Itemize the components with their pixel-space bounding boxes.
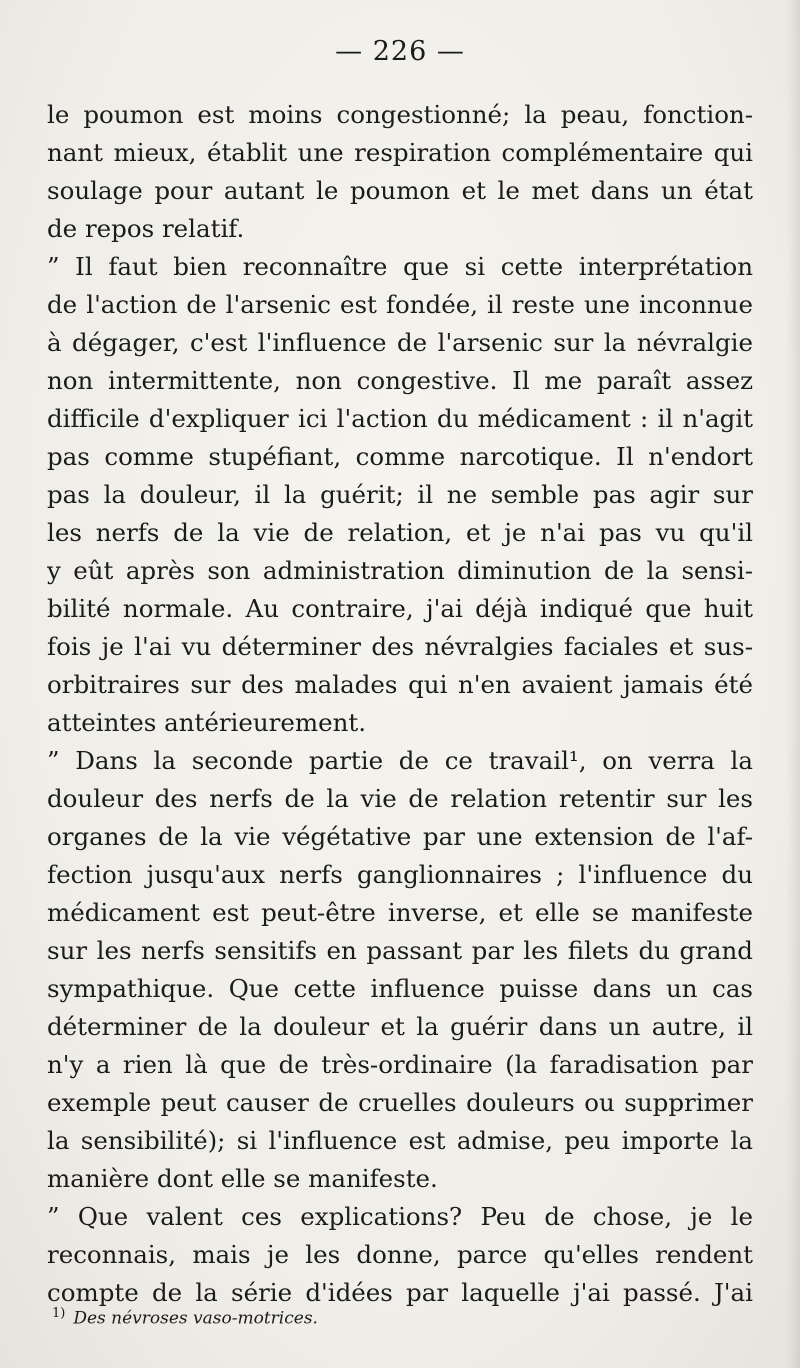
text-line: bilité normale. Au contraire, j'ai déjà indiqué que huit — [47, 594, 753, 623]
text-line: à dégager, c'est l'influence de l'arsenic sur la névralgie — [47, 328, 753, 357]
text-line: ” Que valent ces explications? Peu de chose, je le — [47, 1202, 753, 1231]
text-line: compte de la série d'idées par laquelle j'ai passé. J'ai — [47, 1278, 753, 1307]
text-line: n'y a rien là que de très-ordinaire (la faradisation par — [47, 1050, 753, 1079]
body-text — [47, 96, 753, 1312]
page-number: — 226 — — [335, 36, 465, 67]
text-line: y eût après son administration diminution de la sensi- — [47, 556, 753, 585]
text-line: douleur des nerfs de la vie de relation retentir sur les — [47, 784, 753, 813]
text-line: organes de la vie végétative par une extension de l'af- — [47, 822, 753, 851]
text-line: ” Dans la seconde partie de ce travail¹, on verra la — [47, 746, 753, 775]
text-line: atteintes antérieurement. — [47, 708, 367, 737]
text-line: difficile d'expliquer ici l'action du médicament : il n'agit — [47, 404, 753, 433]
text-line: déterminer de la douleur et la guérir dans un autre, il — [47, 1012, 753, 1041]
text-line: exemple peut causer de cruelles douleurs ou supprimer — [47, 1088, 753, 1117]
text-line: orbitraires sur des malades qui n'en avaient jamais été — [47, 670, 753, 699]
text-line: la sensibilité); si l'influence est admise, peu importe la — [47, 1126, 753, 1155]
text-line: reconnais, mais je les donne, parce qu'elles rendent — [47, 1240, 753, 1269]
text-line: pas la douleur, il la guérit; il ne semble pas agir sur — [47, 480, 753, 509]
text-line: fection jusqu'aux nerfs ganglionnaires ; l'influence du — [47, 860, 753, 889]
text-line: le poumon est moins congestionné; la peau, fonction- — [47, 100, 753, 129]
footnote-text: Des névroses vaso-motrices. — [73, 1308, 318, 1329]
text-line: les nerfs de la vie de relation, et je n'ai pas vu qu'il — [47, 518, 753, 547]
text-line: fois je l'ai vu déterminer des névralgies faciales et sus- — [47, 632, 753, 661]
text-line: ” Il faut bien reconnaître que si cette interprétation — [47, 252, 753, 281]
text-line: de repos relatif. — [47, 214, 245, 243]
text-line: non intermittente, non congestive. Il me paraît assez — [47, 366, 753, 395]
text-line: de l'action de l'arsenic est fondée, il reste une inconnue — [47, 290, 753, 319]
text-line: pas comme stupéfiant, comme narcotique. Il n'endort — [47, 442, 753, 471]
text-line: manière dont elle se manifeste. — [47, 1164, 438, 1193]
text-line: sur les nerfs sensitifs en passant par les filets du grand — [47, 936, 753, 965]
page-edge-shadow — [786, 0, 800, 1368]
text-line: sympathique. Que cette influence puisse dans un cas — [47, 974, 753, 1003]
text-line: soulage pour autant le poumon et le met dans un état — [47, 176, 753, 205]
footnote-mark: 1) — [52, 1306, 66, 1321]
footnote — [52, 1306, 318, 1329]
text-line: médicament est peut-être inverse, et elle se manifeste — [47, 898, 753, 927]
text-line: nant mieux, établit une respiration complémentaire qui — [47, 138, 753, 167]
